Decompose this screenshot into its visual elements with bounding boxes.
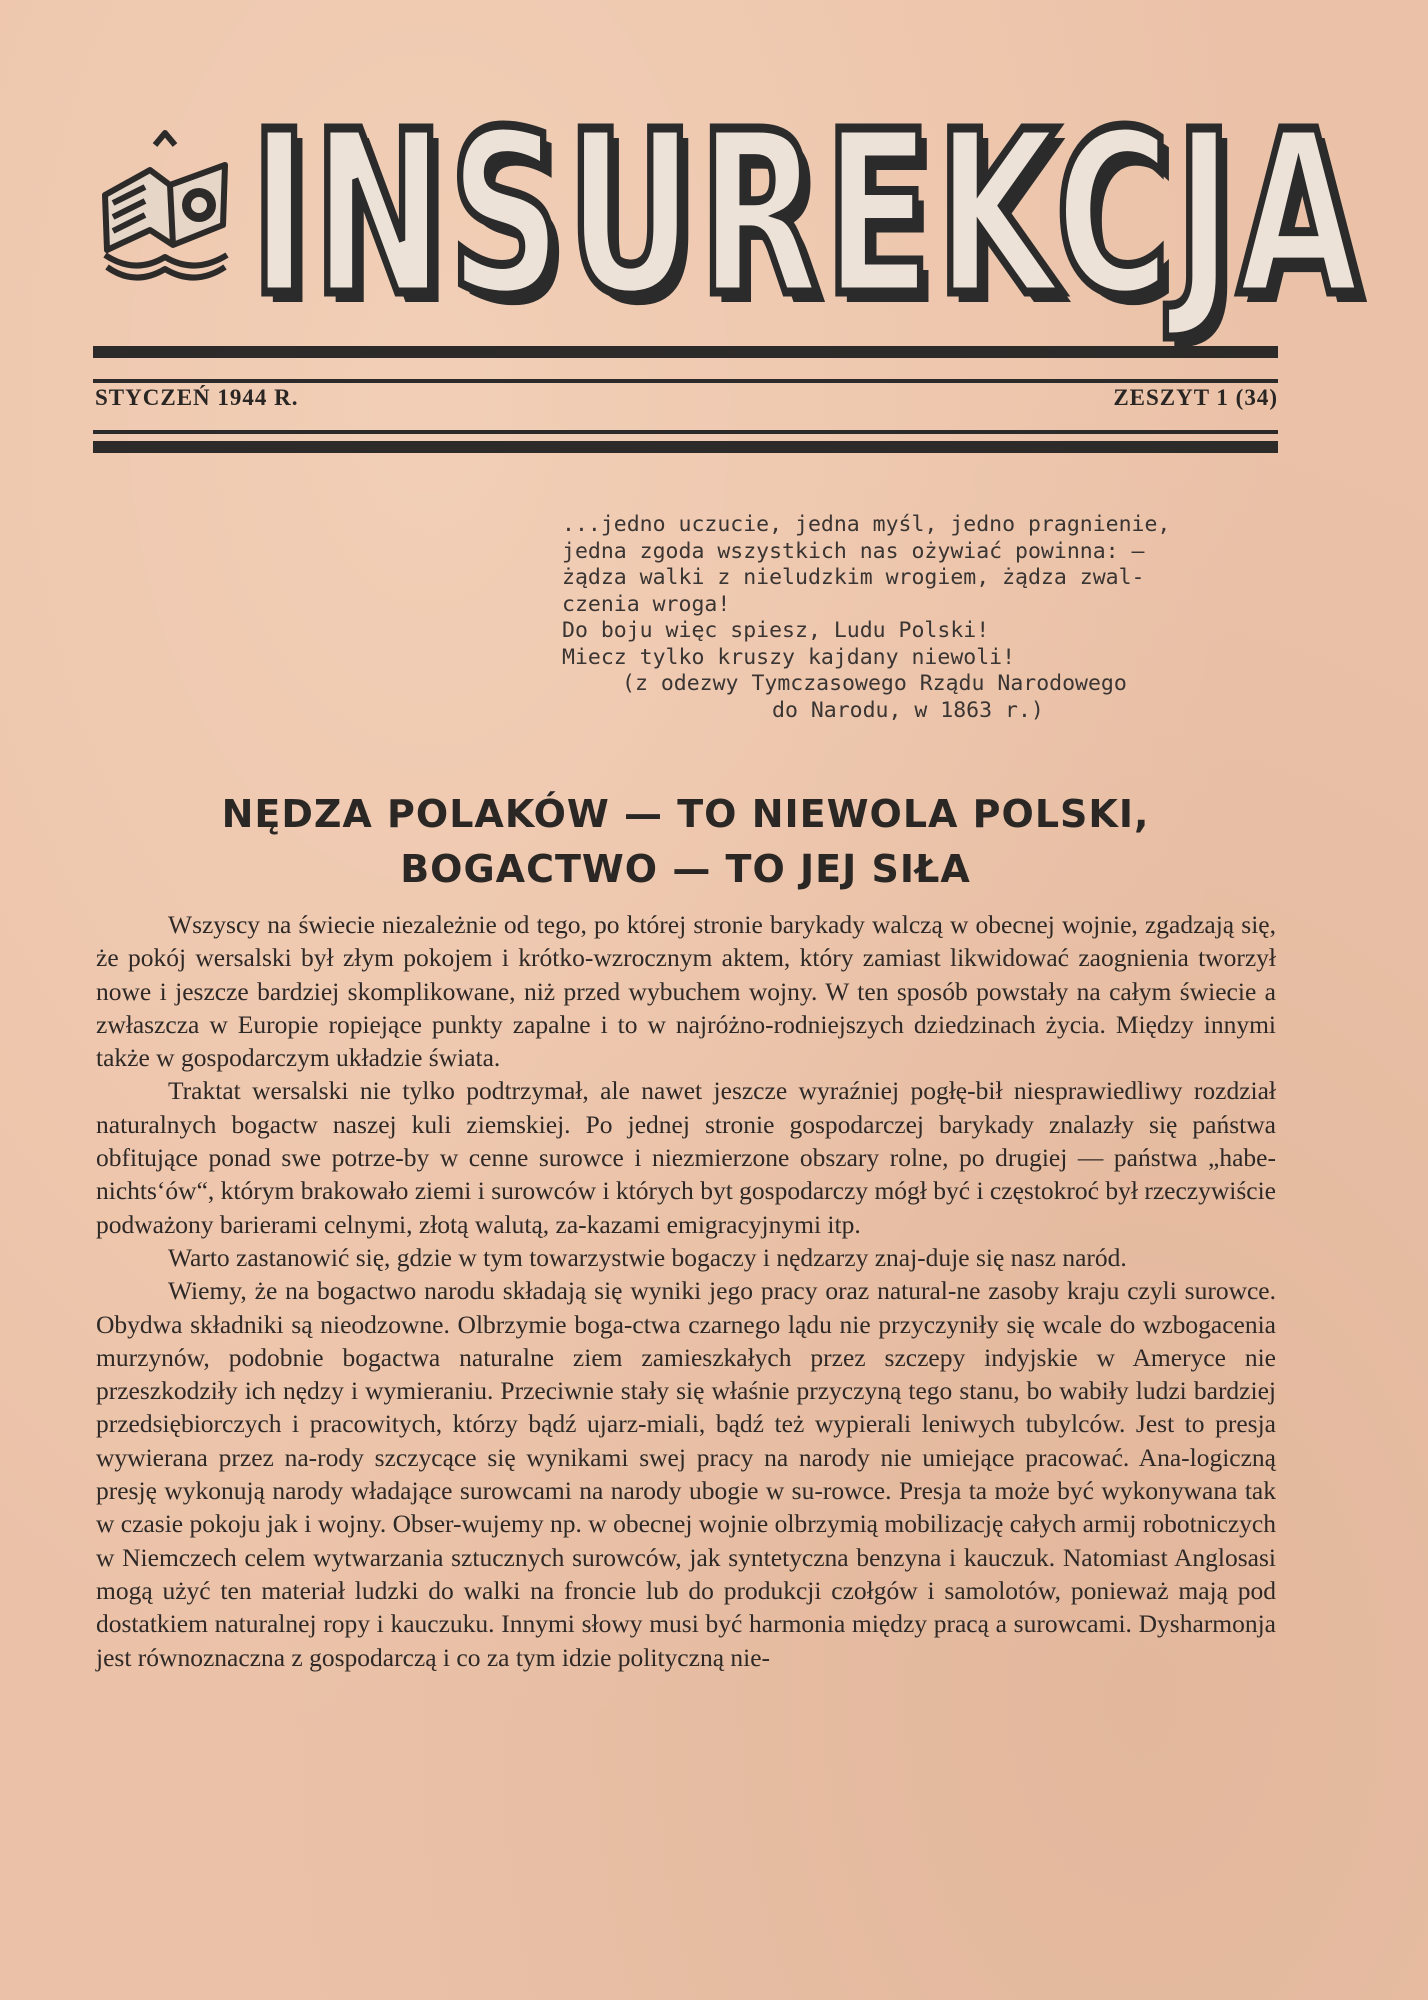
epigraph-source: (z odezwy Tymczasowego Rządu Narodowego [622, 671, 1127, 696]
bottom-rule-thin [93, 430, 1278, 434]
epigraph-line: Do boju więc spiesz, Ludu Polski! [562, 618, 990, 643]
epigraph-line: ...jedno uczucie, jedna myśl, jedno pragnienie, [562, 512, 1171, 537]
bottom-rule-thick [93, 441, 1278, 453]
eagle-book-icon [95, 125, 235, 290]
paragraph: Warto zastanowić się, gdzie w tym towarzystwie bogaczy i nędzarzy znaj-duje się nasz naród. [168, 1242, 1127, 1272]
masthead-title: INSUREKCJA [250, 84, 1364, 346]
epigraph-line: Miecz tylko kruszy kajdany niewoli! [562, 644, 1016, 670]
headline-line: BOGACTWO — TO JEJ SIŁA [400, 847, 971, 891]
issue-date: STYCZEŃ 1944 R. [95, 385, 299, 410]
headline-line: NĘDZA POLAKÓW — TO NIEWOLA POLSKI, [221, 792, 1150, 836]
paragraph: Wszyscy na świecie niezależnie od tego, po której stronie barykady walczą w obecnej wojnie, zgadzają się, że pokój wersalski był złym pokojem i krótko-wzrocznym aktem, który zamiast likwidować zaognienia tworzył nowe i jeszcze bardziej skomplikowane, niż przed wybuchem wojny. W ten sposób powstały na całym świecie a zwłaszcza w Europie ropiejące punkty zapalne i to w najróżno-rodniejszych dziedzinach życia. Między innymi także w gospodarczym układzie świata. [96, 910, 1276, 1073]
epigraph [562, 512, 1277, 724]
epigraph-source: do Narodu, w 1863 r.) [772, 697, 1044, 723]
epigraph-line: jedna zgoda wszystkich nas ożywiać powinna: — [562, 538, 1145, 564]
article-body [96, 908, 1276, 1674]
paragraph: Traktat wersalski nie tylko podtrzymał, ale nawet jeszcze wyraźniej pogłę-bił niesprawiedliwy rozdział naturalnych bogactw naszej kuli ziemskiej. Po jednej stronie gospodarczej barykady znalazły się państwa obfitujące ponad swe potrze-by w cenne surowce i niezmierzone obszary rolne, po drugiej — państwa „habe-nichts‘ów“, którym brakowało ziemi i surowców i których byt gospodarczy mógł być i częstokroć był rzeczywiście podważony barierami celnymi, złotą walutą, za-kazami emigracyjnymi itp. [96, 1076, 1276, 1239]
issue-number: ZESZYT 1 (34) [1113, 385, 1278, 410]
top-rule-thick [93, 346, 1278, 358]
paragraph: Wiemy, że na bogactwo narodu składają się wyniki jego pracy oraz natural-ne zasoby kraju czyli surowce. Obydwa składniki są nieodzowne. Olbrzymie boga-ctwa czarnego lądu nie przyczyniły się wcale do wzbogacenia murzynów, podobnie bogactwa naturalne ziem zamieszkałych przez szczepy indyjskie w Ameryce nie przeszkodziły ich nędzy i wymieraniu. Przeciwnie stały się właśnie przyczyną tego stanu, bo wabiły ludzi bardziej przedsiębiorczych i pracowitych, którzy bądź ujarz-miali, bądź też wypierali leniwych tubylców. Jest to presja wywierana przez na-rody szczycące się wynikami swej pracy na narody nie umiejące pracować. Ana-logiczną presję wykonują narody władające surowcami na narody ubogie w su-rowce. Presja ta może być wykonywana tak w czasie pokoju jak i wojny. Obser-wujemy np. w obecnej wojnie olbrzymią mobilizację całych armij robotniczych w Niemczech celem wytwarzania sztucznych surowców, jak syntetyczna benzyna i kauczuk. Natomiast Anglosasi mogą użyć ten materiał ludzki do walki na froncie lub do produkcji czołgów i samolotów, ponieważ mają pod dostatkiem naturalnej ropy i kauczuku. Innymi słowy musi być harmonia między pracą a surowcami. Dysharmonja jest równoznaczna z gospodarczą i co za tym idzie polityczną nie- [96, 1276, 1276, 1672]
top-rule-thin [93, 379, 1278, 383]
epigraph-line: czenia wroga! [562, 591, 731, 617]
epigraph-line: żądza walki z nieludzkim wrogiem, żądza zwal- [562, 565, 1145, 590]
article-headline [93, 787, 1278, 897]
